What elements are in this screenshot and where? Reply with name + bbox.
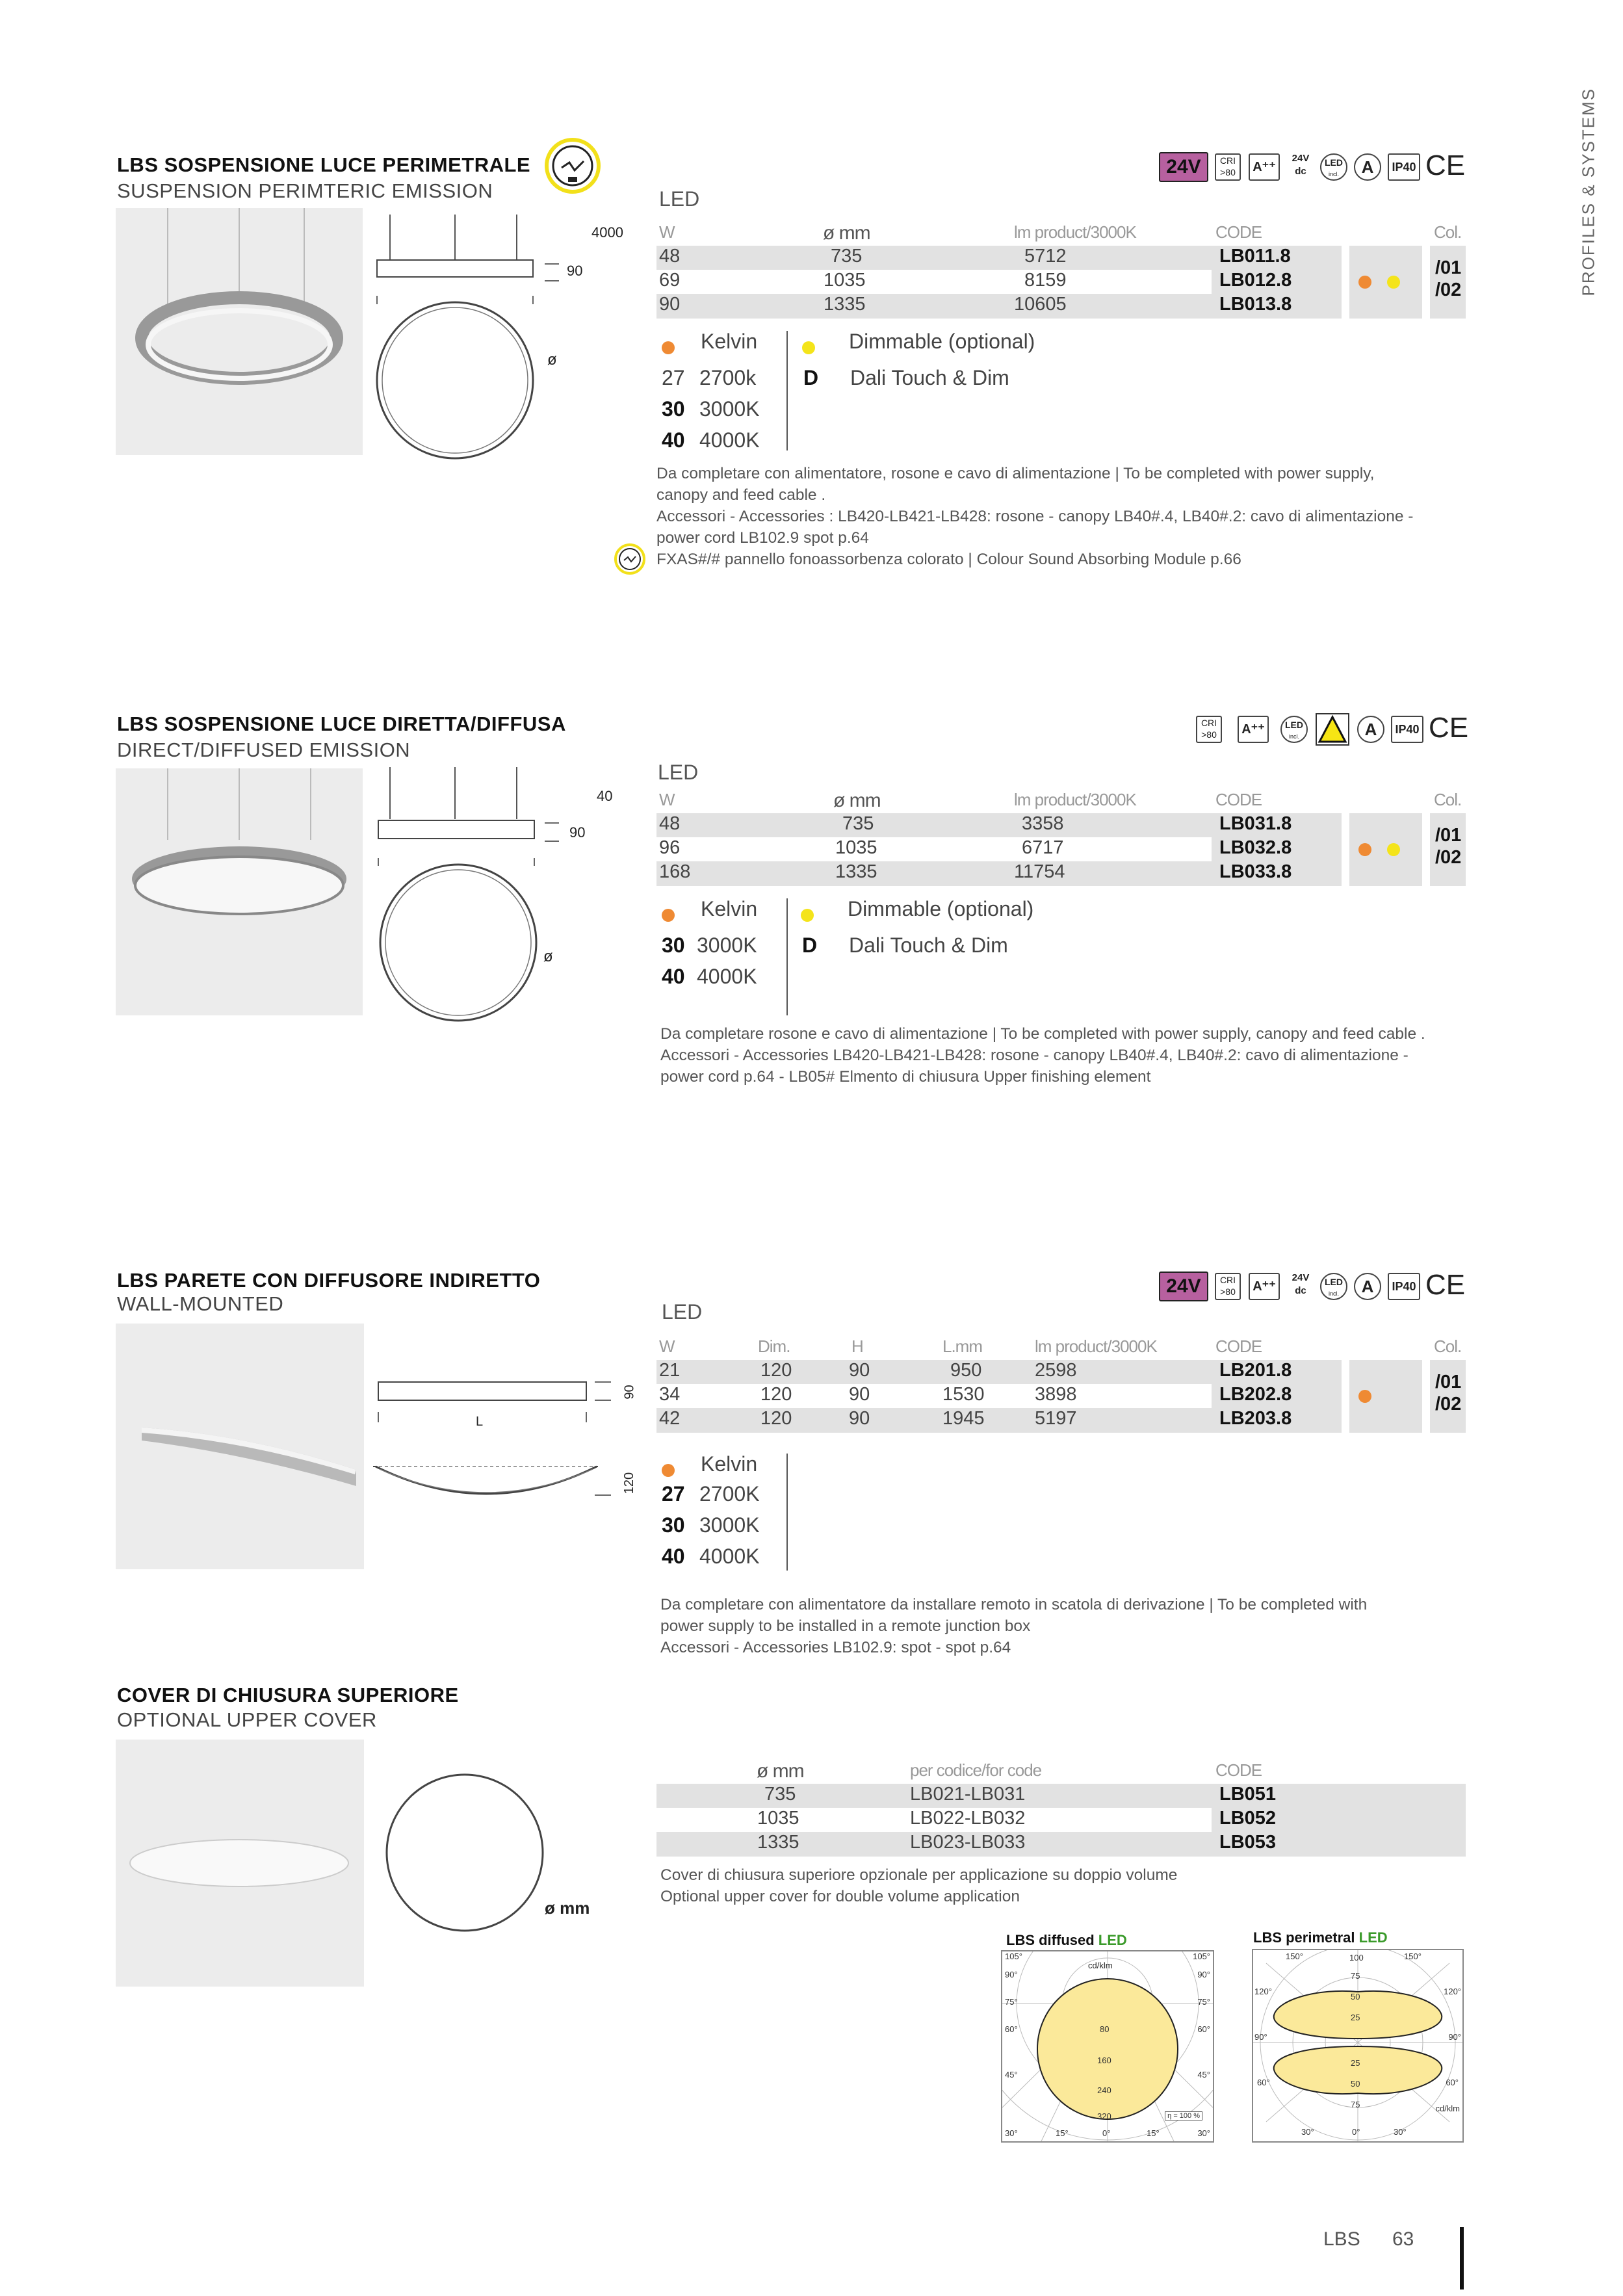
table-row [656,294,1339,318]
led-included-badge [1320,153,1347,181]
angle-label: 0° [1102,2128,1111,2138]
kelvin-code: 27 [662,1482,685,1506]
section2-dim-top: 40 [597,788,613,804]
section3-dim-l: L [476,1415,484,1429]
table-row [656,270,1339,294]
section2-table-label: LED [658,761,699,784]
note-line: Accessori - Accessories LB102.9: spot - spot p.64 [660,1639,1011,1656]
kelvin-value: 4000K [697,965,757,988]
section1-drawing [370,208,591,468]
value-label: 50 [1351,2079,1360,2089]
note-line: FXAS#/# pannello fonoassorbenza colorato | Colour Sound Absorbing Module p.66 [656,551,1241,568]
section2-subtitle: DIRECT/DIFFUSED EMISSION [117,738,411,761]
dali-label: Dali Touch & Dim [849,933,1008,957]
cell: 120 [760,1408,792,1429]
orange-dot [662,341,675,354]
note-line: power cord LB102.9 spot p.64 [656,529,869,547]
cell: LB021-LB031 [910,1784,1026,1805]
footer-page: 63 [1392,2228,1414,2250]
angle-label: 75° [1005,1997,1018,2007]
dali-label: Dali Touch & Dim [850,366,1009,389]
polar2-title [1253,1929,1388,1946]
kelvin-value: 4000K [699,428,760,452]
angle-label: 120° [1444,1987,1461,1996]
orange-dot [1358,1390,1371,1403]
section3-table [656,1337,1466,1434]
code-cell: LB033.8 [1219,861,1292,882]
angle-label: 60° [1446,2078,1459,2087]
polar-diagram-perimetral [1251,1924,1465,2145]
angle-label: 60° [1005,2024,1018,2034]
cri-text: CRI [1219,155,1236,166]
cell: 1335 [757,1832,799,1853]
product-photo-wall [116,1324,364,1569]
angle-label: 90° [1254,2032,1267,2042]
code-cell: LB013.8 [1219,294,1292,315]
table-row [656,246,1339,270]
section1-dim-top: 4000 [591,224,623,241]
orange-dot [662,909,675,922]
divider [786,898,788,1015]
yellow-dot [1387,276,1400,289]
footer-bar [1460,2227,1464,2289]
led-sub: incl. [1328,171,1339,177]
kelvin-label: Kelvin [701,1452,758,1476]
section2-drawing [370,767,591,1027]
dimmable-label: Dimmable (optional) [849,330,1035,353]
hdr-dim: Dim. [758,1337,790,1356]
dc-top: 24V [1292,153,1310,164]
cri-value: >80 [1201,729,1217,740]
angle-label: 15° [1056,2128,1069,2138]
code-cell: LB203.8 [1219,1408,1292,1429]
hdr-dia: ø mm [757,1760,804,1782]
value-label: 75 [1351,1971,1360,1981]
kelvin-value: 2700k [699,366,757,389]
note-line: Optional upper cover for double volume application [660,1888,1020,1905]
sound-module-small-icon [614,543,646,575]
cell: 1035 [824,270,866,291]
cell: 1945 [942,1408,985,1429]
polar-diagram-diffused [1001,1927,1215,2145]
yellow-dot [801,909,814,922]
cell: 10605 [1014,294,1067,315]
hdr-dia: ø mm [823,222,870,244]
value-label: 320 [1097,2111,1111,2121]
angle-label: 75° [1197,1997,1210,2007]
cri-value: >80 [1220,1286,1236,1297]
24vdc-badge [1288,1272,1314,1301]
cell: 3898 [1035,1384,1077,1405]
note-line: power cord p.64 - LB05# Elmento di chiusura Upper finishing element [660,1068,1151,1086]
cell: 120 [760,1360,792,1381]
code-cell: LB051 [1219,1784,1277,1805]
led-sub: incl. [1288,733,1299,740]
angle-label: 60° [1257,2078,1270,2087]
cell: 11754 [1014,861,1065,882]
value-label: 25 [1351,2013,1360,2022]
angle-label: 30° [1197,2128,1210,2138]
cell: 735 [764,1784,796,1805]
table-row [656,1832,1466,1856]
angle-label: 60° [1197,2024,1210,2034]
side-label [1576,85,1602,299]
angle-label: 105° [1193,1951,1210,1961]
energy-class-badge: A⁺⁺ [1238,716,1269,743]
hdr-col: Col. [1434,790,1462,809]
hdr-for-code: per codice/for code [910,1760,1042,1780]
polar2-unit: cd/klm [1435,2104,1460,2113]
section4-table [656,1760,1466,1858]
angle-label: 15° [1147,2128,1160,2138]
angle-label: 150° [1404,1951,1422,1961]
table-row [656,1360,1339,1384]
cri-badge [1215,1273,1241,1300]
cell: 21 [659,1360,681,1381]
product-photo-cover [116,1740,364,1987]
note-line: canopy and feed cable . [656,486,826,504]
angle-label: 45° [1197,2070,1210,2080]
angle-label: 30° [1301,2127,1314,2137]
cell: 69 [659,270,681,291]
yellow-dot [1387,843,1400,856]
table-row [656,1384,1339,1408]
polar2-title-led: LED [1358,1929,1388,1946]
ce-mark: CE [1425,150,1466,181]
code-cell: LB011.8 [1219,246,1291,267]
cell: 1335 [824,294,866,315]
value-label: 25 [1351,2058,1360,2068]
cri-badge [1196,716,1222,743]
section3-subtitle: WALL-MOUNTED [117,1292,284,1315]
col-01: /01 [1435,257,1462,278]
cell: 1335 [835,861,877,882]
note-line: Accessori - Accessories LB420-LB421-LB428: rosone - canopy LB40#.4, LB40#.2: cavo di alimentazione - [660,1047,1409,1064]
hdr-lm: lm product/3000K [1014,790,1136,809]
kelvin-value: 2700K [699,1482,760,1506]
table-row [656,1808,1466,1832]
table-row [656,861,1339,885]
col-02: /02 [1435,847,1462,868]
kelvin-value: 3000K [697,933,757,957]
col-01: /01 [1435,825,1462,846]
section3-table-label: LED [662,1300,703,1324]
value-label: 100 [1349,1953,1364,1963]
orange-dot [662,1464,675,1477]
kelvin-value: 4000K [699,1545,760,1568]
hdr-code: CODE [1215,222,1262,242]
hdr-col: Col. [1434,1337,1462,1356]
kelvin-label: Kelvin [701,330,758,353]
dali-code: D [803,366,819,389]
led-text: LED [1325,1277,1343,1287]
angle-label: 30° [1394,2127,1407,2137]
value-label: 75 [1351,2100,1360,2109]
cell: 3358 [1022,813,1064,834]
code-cell: LB031.8 [1219,813,1292,834]
section1-notes [656,463,1475,570]
polar1-title-text: LBS diffused [1006,1932,1095,1948]
kelvin-code: 30 [662,397,685,421]
cri-value: >80 [1220,167,1236,177]
polar1-unit: cd/klm [1088,1961,1113,1970]
section4-subtitle: OPTIONAL UPPER COVER [117,1708,377,1731]
angle-label: 150° [1286,1951,1303,1961]
section3-dim-d [622,1472,637,1494]
kelvin-code: 27 [662,366,685,389]
cover-drawing [380,1768,549,1937]
led-text: LED [1325,157,1343,168]
cell: 90 [849,1408,870,1429]
hdr-w: W [659,1337,675,1356]
side-label-text: PROFILES & SYSTEMS [1578,87,1598,296]
code-cell: LB052 [1219,1808,1277,1829]
angle-label: 90° [1448,2032,1461,2042]
cell: 2598 [1035,1360,1077,1381]
dimmable-label: Dimmable (optional) [848,897,1034,920]
cri-badge [1215,153,1241,181]
cell: 90 [659,294,681,315]
section2-title: LBS SOSPENSIONE LUCE DIRETTA/DIFFUSA [117,712,566,735]
section3-badges [1159,1269,1471,1305]
24vdc-badge [1288,152,1314,182]
dali-code: D [802,933,818,957]
a-badge: A [1357,716,1384,743]
polar1-eta: η = 100 % [1165,2111,1202,2120]
kelvin-code: 30 [662,933,685,957]
angle-label: 30° [1005,2128,1018,2138]
section4-title: COVER DI CHIUSURA SUPERIORE [117,1684,459,1706]
note-line: Accessori - Accessories : LB420-LB421-LB428: rosone - canopy LB40#.4, LB40#.2: cavo di alimentazione - [656,508,1414,525]
section2-table [656,790,1466,887]
divider [786,1454,788,1571]
product-photo-ring [116,208,363,455]
code-cell: LB201.8 [1219,1360,1292,1381]
ce-mark: CE [1429,712,1469,744]
cri-text: CRI [1219,1275,1236,1285]
cell: 90 [849,1360,870,1381]
section1-title: LBS SOSPENSIONE LUCE PERIMETRALE [117,153,531,176]
table-row [656,1408,1339,1432]
cell: LB023-LB033 [910,1832,1026,1853]
cell: 34 [659,1384,681,1405]
angle-label: 0° [1352,2127,1360,2137]
divider [786,331,788,450]
col-02: /02 [1435,1394,1462,1415]
section3-options [656,1451,916,1574]
24v-badge: 24V [1159,1272,1208,1301]
energy-class-badge: A⁺⁺ [1249,153,1280,181]
value-label: 240 [1097,2085,1111,2095]
energy-class-badge: A⁺⁺ [1249,1273,1280,1300]
polar1-title [1006,1932,1127,1949]
sound-module-icon [543,137,602,195]
ip40-badge: IP40 [1388,153,1420,181]
cell: 1035 [757,1808,799,1829]
hdr-code: CODE [1215,1337,1262,1356]
code-cell: LB053 [1219,1832,1277,1853]
cell: 6717 [1022,837,1064,858]
product-photo-diffused [116,768,363,1015]
led-included-badge [1320,1273,1347,1300]
kelvin-code: 40 [662,1545,685,1568]
dim-d-text: 120 [622,1472,637,1494]
cri-text: CRI [1201,718,1217,728]
value-label: 80 [1100,2024,1110,2034]
polar1-frame [1001,1950,1214,2143]
cell: 8159 [1024,270,1067,291]
angle-label: 90° [1197,1970,1210,1979]
led-included-badge [1280,716,1308,743]
note-line: Da completare rosone e cavo di alimentazione | To be completed with power supply, canopy and feed cable . [660,1025,1425,1043]
kelvin-value: 3000K [699,397,760,421]
cell: 1035 [835,837,877,858]
hdr-code: CODE [1215,1760,1262,1780]
section2-options [656,896,1176,1019]
angle-label: 120° [1254,1987,1272,1996]
cell: 735 [831,246,863,267]
polar2-title-text: LBS perimetral [1253,1929,1355,1946]
polar1-title-led: LED [1098,1932,1127,1948]
code-cell: LB202.8 [1219,1384,1292,1405]
hdr-col: Col. [1434,222,1462,242]
section2-notes [660,1023,1479,1088]
cell: 950 [950,1360,982,1381]
no-dim-badge: A [1354,1273,1381,1300]
warning-icon [1316,713,1349,746]
section3-title: LBS PARETE CON DIFFUSORE INDIRETTO [117,1269,541,1292]
led-text: LED [1285,720,1303,730]
hdr-lm: lm product/3000K [1014,222,1136,242]
section1-dim-h: 90 [567,263,583,279]
kelvin-value: 3000K [699,1513,760,1537]
col-02: /02 [1435,280,1462,300]
section1-subtitle: SUSPENSION PERIMTERIC EMISSION [117,179,493,202]
kelvin-code: 40 [662,965,685,988]
note-line: power supply to be installed in a remote junction box [660,1617,1031,1635]
kelvin-code: 30 [662,1513,685,1537]
cell: 735 [842,813,874,834]
footer-section: LBS [1323,2228,1360,2250]
ce-mark: CE [1425,1269,1466,1301]
led-sub: incl. [1328,1290,1339,1297]
section1-dim-dia: ø [547,351,557,369]
hdr-w: W [659,790,675,809]
cell: 48 [659,246,681,267]
dc-bottom: dc [1295,166,1306,177]
dc-top: 24V [1292,1272,1310,1283]
section3-dim-h [623,1385,638,1399]
hdr-code: CODE [1215,790,1262,809]
dim-h-text: 90 [622,1385,637,1400]
cover-dim: ø mm [545,1898,590,1918]
note-line: Da completare con alimentatore da installare remoto in scatola di derivazione | To be completed with [660,1596,1368,1613]
section3-drawing [370,1372,643,1521]
col-01: /01 [1435,1372,1462,1392]
table-row [656,1784,1466,1808]
no-dim-badge: A [1354,153,1381,181]
value-label: 160 [1097,2055,1111,2065]
hdr-l: L.mm [942,1337,982,1356]
note-line: Cover di chiusura superiore opzionale per applicazione su doppio volume [660,1866,1178,1884]
section4-notes [660,1864,1479,1907]
polar2-frame [1252,1949,1464,2143]
code-cell: LB012.8 [1219,270,1292,291]
note-line: Da completare con alimentatore, rosone e cavo di alimentazione | To be completed with power supply, [656,465,1375,482]
ip40-badge: IP40 [1388,1273,1420,1300]
hdr-dia: ø mm [833,790,881,811]
dc-bottom: dc [1295,1285,1306,1296]
kelvin-code: 40 [662,428,685,452]
hdr-h: H [851,1337,863,1356]
cell: 96 [659,837,681,858]
value-label: 50 [1351,1992,1360,2002]
cell: 168 [659,861,691,882]
cell: 5712 [1024,246,1067,267]
section1-options [656,328,1176,458]
section1-badges [1159,150,1471,186]
angle-label: 90° [1005,1970,1018,1979]
angle-label: 45° [1005,2070,1018,2080]
cell: 120 [760,1384,792,1405]
cell: 1530 [942,1384,985,1405]
orange-dot [1358,276,1371,289]
table-row [656,837,1339,861]
cell: LB022-LB032 [910,1808,1026,1829]
section2-dim-dia: ø [543,948,553,965]
section3-notes [660,1594,1479,1658]
orange-dot [1358,843,1371,856]
cell: 42 [659,1408,681,1429]
24v-badge: 24V [1159,152,1208,182]
code-cell: LB032.8 [1219,837,1292,858]
section1-table-label: LED [659,187,700,211]
section2-dim-h: 90 [569,824,586,841]
ip40-badge: IP40 [1391,716,1423,743]
hdr-lm: lm product/3000K [1035,1337,1157,1356]
cell: 90 [849,1384,870,1405]
cell: 48 [659,813,681,834]
cell: 5197 [1035,1408,1077,1429]
yellow-dot [802,341,815,354]
table-row [656,813,1339,837]
section1-table [656,222,1466,320]
angle-label: 105° [1005,1951,1022,1961]
kelvin-label: Kelvin [701,897,758,920]
section2-badges [1196,712,1469,748]
hdr-w: W [659,222,675,242]
